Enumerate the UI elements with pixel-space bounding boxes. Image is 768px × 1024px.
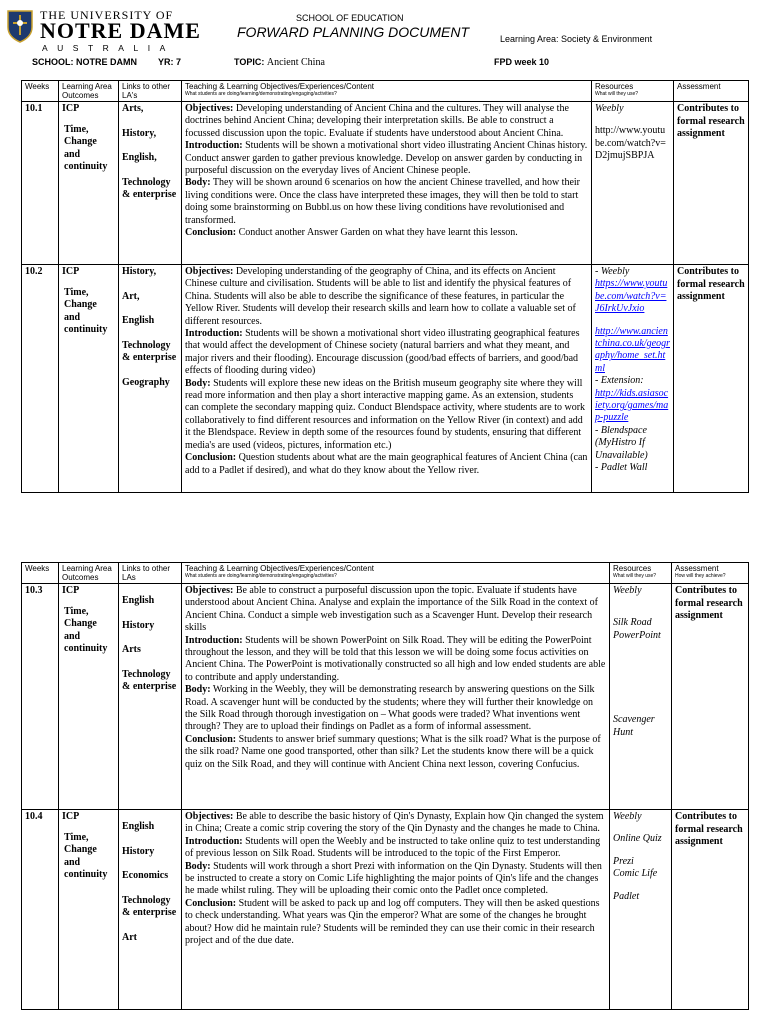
introduction-text: Students will be shown a motivational short video illustrating Ancient Chinas history. Conduct answer garden to gather previous knowledge. Develop on answer garden by conducting in purposeful discussion on the everyday lives of Ancient Chinese people. [185, 140, 588, 177]
header-content [182, 563, 610, 584]
link-item: Economics [122, 870, 169, 881]
links-cell [119, 265, 182, 493]
header-content-title: Teaching & Learning Objectives/Experiences/Content [185, 82, 374, 91]
header-content-sub: What students are doing/learning/demonstrating/engaging/activities? [185, 573, 337, 579]
assessment-cell: Contributes to formal research assignment [672, 584, 749, 810]
conclusion-label: Conclusion: [185, 227, 237, 239]
school-name: SCHOOL: NOTRE DAMN [32, 57, 137, 67]
week-cell: 10.2 [22, 265, 59, 493]
body-label: Body: [185, 684, 211, 696]
link-item: Technology & enterprise [122, 176, 177, 200]
resource-item: - Blendspace (MyHistro If Unavailable) [595, 424, 648, 461]
link-item: Art, [122, 290, 140, 302]
table-header-row [22, 563, 749, 584]
body-text: Students will work through a short Prezi with information on the Qin Dynasty. Students will then be instructed to create a story on Comic Life highlighting the major points of Qin's life and the changes he made whilst ruling. They will be uploading their comic onto the Padlet once completed. [185, 860, 602, 897]
resource-link[interactable]: http://kids.asiasociety.org/games/map-puzzle [595, 387, 669, 424]
link-item: Arts, [122, 103, 144, 114]
resources-cell [592, 102, 674, 265]
link-item: History, [122, 266, 157, 277]
table-row [22, 102, 749, 265]
university-name-line1: THE UNIVERSITY OF [40, 8, 174, 22]
school-of-education: SCHOOL OF EDUCATION [296, 13, 404, 23]
link-item: History [122, 619, 155, 631]
objectives-text: Developing understanding of the geography of China, and its effects on Ancient Chinese culture and civilisation. Students will be able to list and identify the physical features of China. Students will also be able to describe the significance of these features, in particular the Yellow River. Students will develop their research skills and learn how to collate a valuable set of different resources. [185, 266, 576, 327]
topic [234, 57, 325, 68]
conclusion-label: Conclusion: [185, 897, 237, 909]
header-resources-sub: What will they use? [595, 91, 639, 97]
header-lao: Learning Area Outcomes [59, 81, 119, 102]
lao-code: ICP [62, 266, 80, 277]
resources-cell [610, 584, 672, 810]
lao-code: ICP [62, 811, 80, 822]
links-cell [119, 102, 182, 265]
header-resources [610, 563, 672, 584]
link-item: English [122, 595, 155, 606]
lao-outcome: Time, Change and continuity [64, 286, 108, 335]
resources-cell [592, 265, 674, 493]
header-assessment-sub: How will they achieve? [675, 573, 726, 579]
introduction-label: Introduction: [185, 328, 243, 340]
resource-item: - Weebly [595, 266, 630, 277]
body-label: Body: [185, 377, 211, 389]
table-row [22, 265, 749, 493]
header-resources-sub: What will they use? [613, 573, 657, 579]
header-content [182, 81, 592, 102]
links-cell [119, 584, 182, 810]
header-content-title: Teaching & Learning Objectives/Experiences/Content [185, 564, 374, 573]
year-level: YR: 7 [158, 57, 182, 67]
table-row [22, 584, 749, 810]
topic-value: Ancient China [266, 57, 325, 68]
resource-item: Scavenger Hunt [613, 714, 655, 738]
resource-item: - Padlet Wall [595, 462, 648, 474]
link-item: Technology & enterprise [122, 894, 177, 918]
header-links: Links to other LAs [119, 563, 182, 584]
header-assessment: Assessment [674, 81, 749, 102]
lao-cell [59, 265, 119, 493]
objectives-label: Objectives: [185, 811, 234, 822]
resource-item: Silk Road PowerPoint [613, 617, 661, 641]
header-links: Links to other LA's [119, 81, 182, 102]
link-item: English, [122, 152, 157, 163]
resource-item: Online Quiz [613, 833, 662, 845]
topic-label: TOPIC: [234, 57, 267, 67]
resource-item: Weebly [613, 811, 642, 822]
conclusion-label: Conclusion: [185, 733, 237, 745]
link-item: English [122, 315, 155, 326]
introduction-label: Introduction: [185, 140, 243, 152]
introduction-text: Students will open the Weebly and be instructed to take online quiz to test understanding of previous lesson on Silk Road. Students will be introduced to the topic of the First Emperor. [185, 835, 601, 860]
lao-cell [59, 102, 119, 265]
header-resources [592, 81, 674, 102]
table-row [22, 810, 749, 1010]
objectives-label: Objectives: [185, 585, 234, 596]
document-header [0, 0, 768, 75]
content-cell [182, 584, 610, 810]
assessment-cell: Contributes to formal research assignment [674, 102, 749, 265]
content-cell [182, 102, 592, 265]
objectives-text: Be able to construct a purposeful discussion upon the topic. Evaluate if students have understood about Ancient China. Analyse and explain the importance of the Silk Road in the context of Ancient China. Conduct a simple web investigation such as a Scavenger Hunt. Develop their research skills [185, 585, 598, 634]
link-item: Geography [122, 376, 170, 388]
body-text: Students will explore these new ideas on the British museum geography site where they will read more information and then play a short interactive mapping game. As an extension, students can complete the secondary mapping quiz. Conduct Blendspace activity, where students are to work collaboratively to find different resources and information on the Yellow River (in context) and add it the Blendspace. Review in depth some of the resources found by students, ensuring that different media's are used (videos, pictures, information etc.) [185, 377, 586, 451]
introduction-text: Students will be shown a motivational short video illustrating geographical features that would affect the development of Chinese society (natural barriers and what they meant, and major rivers and their flooding). Encourage discussion (good/bad effects of barriers, and good/bad effects of flooding during video) [185, 328, 580, 377]
body-label: Body: [185, 177, 211, 189]
link-item: Art [122, 931, 137, 943]
link-item: History, [122, 127, 157, 139]
link-item: Arts [122, 644, 141, 655]
header-assessment [672, 563, 749, 584]
learning-area: Learning Area: Society & Environment [500, 34, 653, 44]
objectives-label: Objectives: [185, 266, 234, 277]
document-title: FORWARD PLANNING DOCUMENT [237, 24, 470, 40]
header-weeks: Weeks [22, 563, 59, 584]
body-label: Body: [185, 860, 211, 872]
resource-item: Prezi [613, 855, 634, 867]
resource-item: Comic Life [613, 868, 658, 880]
resources-cell [610, 810, 672, 1010]
objectives-text: Developing understanding of Ancient China and the cultures. They will analyse the doctrines behind Ancient China; developing their interpretation skills. Be able to construct a focussed discussion upon the topic. Evaluate if students have understood about Ancient China. [185, 103, 569, 139]
header-resources-title: Resources [613, 564, 652, 573]
conclusion-text: Question students about what are the main geographical features of Ancient China (can add to a Padlet if desired), and what do they know about the Yellow river. [185, 452, 588, 476]
objectives-label: Objectives: [185, 103, 234, 114]
lao-cell [59, 584, 119, 810]
assessment-cell: Contributes to formal research assignment [672, 810, 749, 1010]
resource-item: Padlet [613, 890, 640, 902]
table-header-row [22, 81, 749, 102]
header-resources-title: Resources [595, 82, 634, 91]
introduction-label: Introduction: [185, 835, 243, 847]
body-text: They will be shown around 6 scenarios on how the ancient Chinese travelled, and how their living conditions were. Once the class have interpreted these images, they will then be told to start doing some brainstorming on Bubbl.us on how these living conditions have revolutionised and transformed. [185, 177, 581, 226]
introduction-label: Introduction: [185, 634, 243, 646]
week-cell: 10.4 [22, 810, 59, 1010]
header-weeks: Weeks [22, 81, 59, 102]
lao-outcome: Time, Change and continuity [64, 605, 108, 654]
lao-outcome: Time, Change and continuity [64, 123, 108, 172]
link-item: History [122, 845, 155, 857]
planning-table-2 [21, 562, 749, 1010]
university-name-line2: NOTRE DAME [40, 18, 201, 43]
header-assessment-title: Assessment [675, 564, 719, 573]
resource-link[interactable]: http://www.youtube.com/watch?v=D2jmujSBPJA [595, 125, 666, 162]
link-item: Technology & enterprise [122, 339, 177, 363]
resource-link[interactable]: https://www.youtube.com/watch?v=J6IrkUvJxio [595, 278, 668, 315]
conclusion-text: Student will be asked to pack up and log off computers. They will then be asked questions to check understanding. What years was Qin the emperor? What are some of the changes he brought about? How did he maintain rule? Students will be reminded they can use their comic in their research project and of the due date. [185, 897, 600, 947]
conclusion-label: Conclusion: [185, 452, 237, 464]
links-cell [119, 810, 182, 1010]
fpd-week: FPD week 10 [494, 57, 550, 67]
resource-link[interactable]: http://www.ancientchina.co.uk/geography/home_set.html [595, 325, 670, 374]
conclusion-text: Students to answer brief summary questions; What is the silk road? What is the purpose of the silk road? Name one good transported, other than silk? Let the students know there will be a quick quiz on the Silk Road, and they will continue with Ancient China next lesson, covering Confucius. [185, 733, 601, 770]
introduction-text: Students will be shown PowerPoint on Silk Road. They will be editing the PowerPoint throughout the lesson, and they will be told that this lesson we will be doing some focus activities on Ancient China. The PowerPoint is motivationally constructed so all high and low ended students are able to contribute and apply understanding. [185, 634, 606, 683]
university-crest-icon [6, 9, 34, 43]
assessment-cell: Contributes to formal research assignment [674, 265, 749, 493]
resource-item: - Extension: [595, 375, 644, 387]
planning-table-1 [21, 80, 749, 493]
lao-outcome: Time, Change and continuity [64, 831, 108, 880]
resource-item: Weebly [613, 585, 642, 596]
conclusion-text: Conduct another Answer Garden on what they have learnt this lesson. [236, 227, 518, 239]
resource-item: Weebly [595, 103, 624, 114]
content-cell [182, 810, 610, 1010]
week-cell: 10.3 [22, 584, 59, 810]
header-lao: Learning Area Outcomes [59, 563, 119, 584]
lao-cell [59, 810, 119, 1010]
body-text: Working in the Weebly, they will be demonstrating research by answering questions on the Silk Road. A scavenger hunt will be conducted by the students; where they will further their knowledge on the Silk Road through thorough investigation on – What goods were traded? What inventions went through? They are to upload their findings on Padlet as a form of informal assessment. [185, 684, 595, 733]
objectives-text: Be able to describe the basic history of Qin's Dynasty, Explain how Qin changed the system in China; Create a comic strip covering the story of the Qin Dynasty and the changes he made to China. [185, 811, 604, 835]
week-cell: 10.1 [22, 102, 59, 265]
header-content-sub: What students are doing/learning/demonstrating/engaging/activities? [185, 91, 337, 97]
link-item: Technology & enterprise [122, 668, 177, 692]
content-cell [182, 265, 592, 493]
lao-code: ICP [62, 585, 80, 596]
university-name-line3: AUSTRALIA [42, 43, 175, 53]
link-item: English [122, 821, 155, 832]
lao-code: ICP [62, 103, 80, 114]
